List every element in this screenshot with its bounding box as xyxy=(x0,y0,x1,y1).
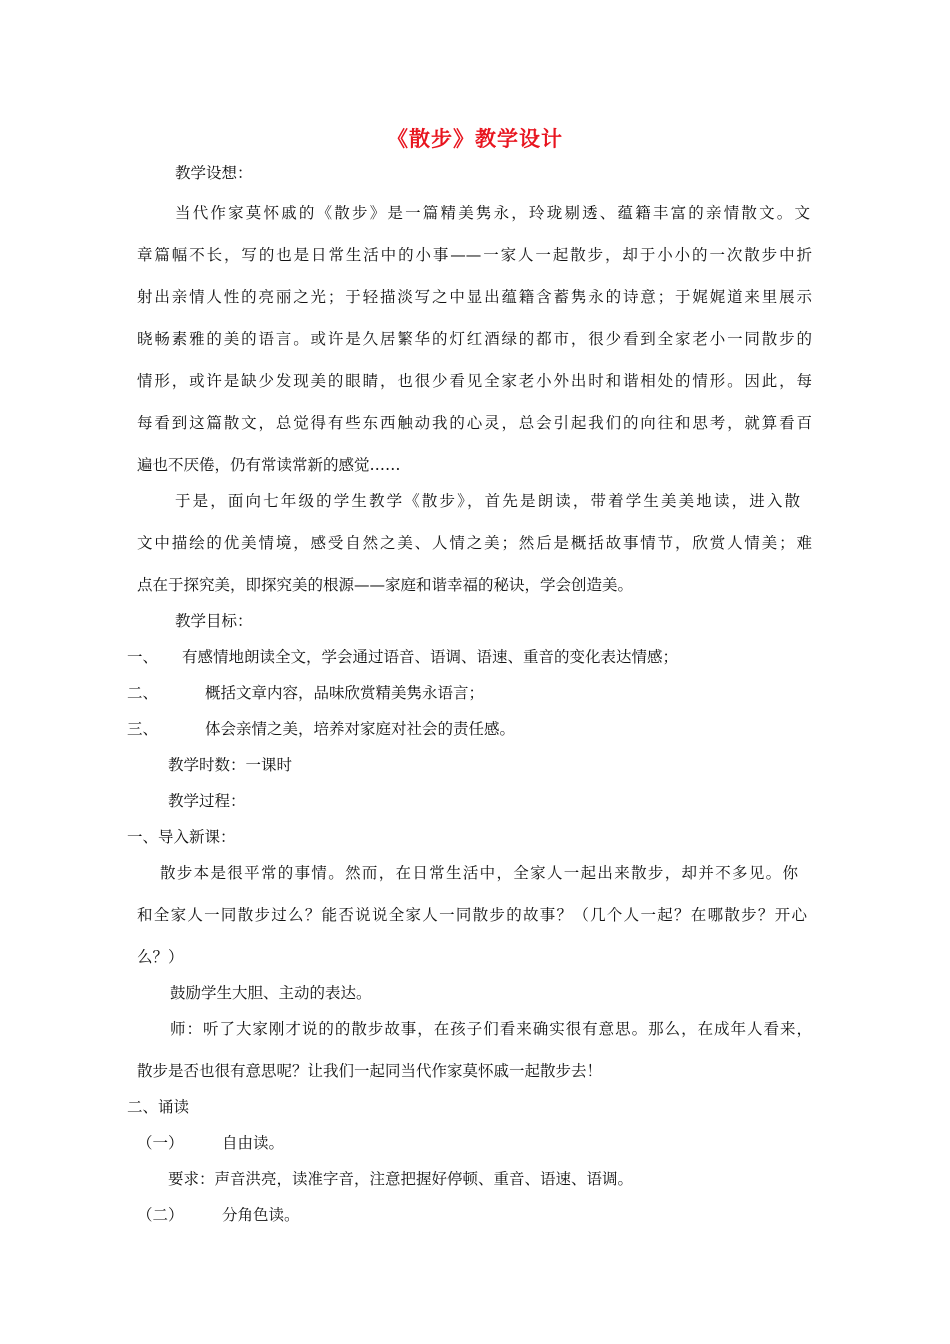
teaching-hours: 教学时数：一课时 xyxy=(168,756,293,774)
goal-number: 二、 xyxy=(127,684,159,702)
para1-line: 当代作家莫怀戚的《散步》是一篇精美隽永，玲珑剔透、蕴籍丰富的亲情散文。文 xyxy=(175,204,810,222)
process-heading: 教学过程： xyxy=(168,792,246,810)
goals-heading: 教学目标： xyxy=(175,612,253,630)
section1-line: 么？） xyxy=(137,948,184,966)
encourage-text: 鼓励学生大胆、主动的表达。 xyxy=(170,984,372,1002)
requirement-text: 要求：声音洪亮，读准字音，注意把握好停顿、重音、语速、语调。 xyxy=(168,1170,634,1188)
section1-line: 散步本是很平常的事情。然而，在日常生活中，全家人一起出来散步，却并不多见。你 xyxy=(160,864,798,882)
para1-line: 情形，或许是缺少发现美的眼睛，也很少看见全家老小外出时和谐相处的情形。因此，每 xyxy=(137,372,812,390)
para2-line: 文中描绘的优美情境，感受自然之美、人情之美；然后是概括故事情节，欣赏人情美；难 xyxy=(137,534,812,552)
para1-line: 章篇幅不长，写的也是日常生活中的小事——一家人一起散步，却于小小的一次散步中折 xyxy=(137,246,812,264)
para1-line: 射出亲情人性的亮丽之光；于轻描淡写之中显出蕴籍含蓄隽永的诗意；于娓娓道来里展示 xyxy=(137,288,812,306)
document-title: 《散步》教学设计 xyxy=(387,127,563,151)
section2-item-number: （二） xyxy=(137,1206,184,1224)
section1-line: 和全家人一同散步过么？能否说说全家人一同散步的故事？（几个人一起？在哪散步？开心 xyxy=(137,906,807,924)
para1-line: 遍也不厌倦，仍有常读常新的感觉…… xyxy=(137,456,401,474)
section2-item-number: （一） xyxy=(137,1134,184,1152)
goal-text: 概括文章内容，品味欣赏精美隽永语言； xyxy=(205,684,485,702)
para1-line: 晓畅素雅的美的语言。或许是久居繁华的灯红酒绿的都市，很少看到全家老小一同散步的 xyxy=(137,330,812,348)
design-heading: 教学设想： xyxy=(175,164,253,182)
para2-line: 点在于探究美，即探究美的根源——家庭和谐幸福的秘诀，学会创造美。 xyxy=(137,576,634,594)
teacher-line: 散步是否也很有意思呢？让我们一起同当代作家莫怀戚一起散步去！ xyxy=(137,1062,603,1080)
para2-line: 于是，面向七年级的学生教学《散步》，首先是朗读，带着学生美美地读，进入散 xyxy=(175,492,800,510)
section2-item-text: 自由读。 xyxy=(222,1134,285,1152)
section2-item-text: 分角色读。 xyxy=(222,1206,300,1224)
goal-text: 体会亲情之美，培养对家庭对社会的责任感。 xyxy=(205,720,516,738)
para1-line: 每看到这篇散文，总觉得有些东西触动我的心灵，总会引起我们的向往和思考，就算看百 xyxy=(137,414,812,432)
teacher-line: 师：听了大家刚才说的的散步故事，在孩子们看来确实很有意思。那么，在成年人看来， xyxy=(170,1020,812,1038)
section1-heading: 一、导入新课： xyxy=(127,828,236,846)
goal-number: 三、 xyxy=(127,720,159,738)
goal-text: 有感情地朗读全文，学会通过语音、语调、语速、重音的变化表达情感； xyxy=(182,648,679,666)
goal-number: 一、 xyxy=(127,648,159,666)
section2-heading: 二、诵读 xyxy=(127,1098,190,1116)
